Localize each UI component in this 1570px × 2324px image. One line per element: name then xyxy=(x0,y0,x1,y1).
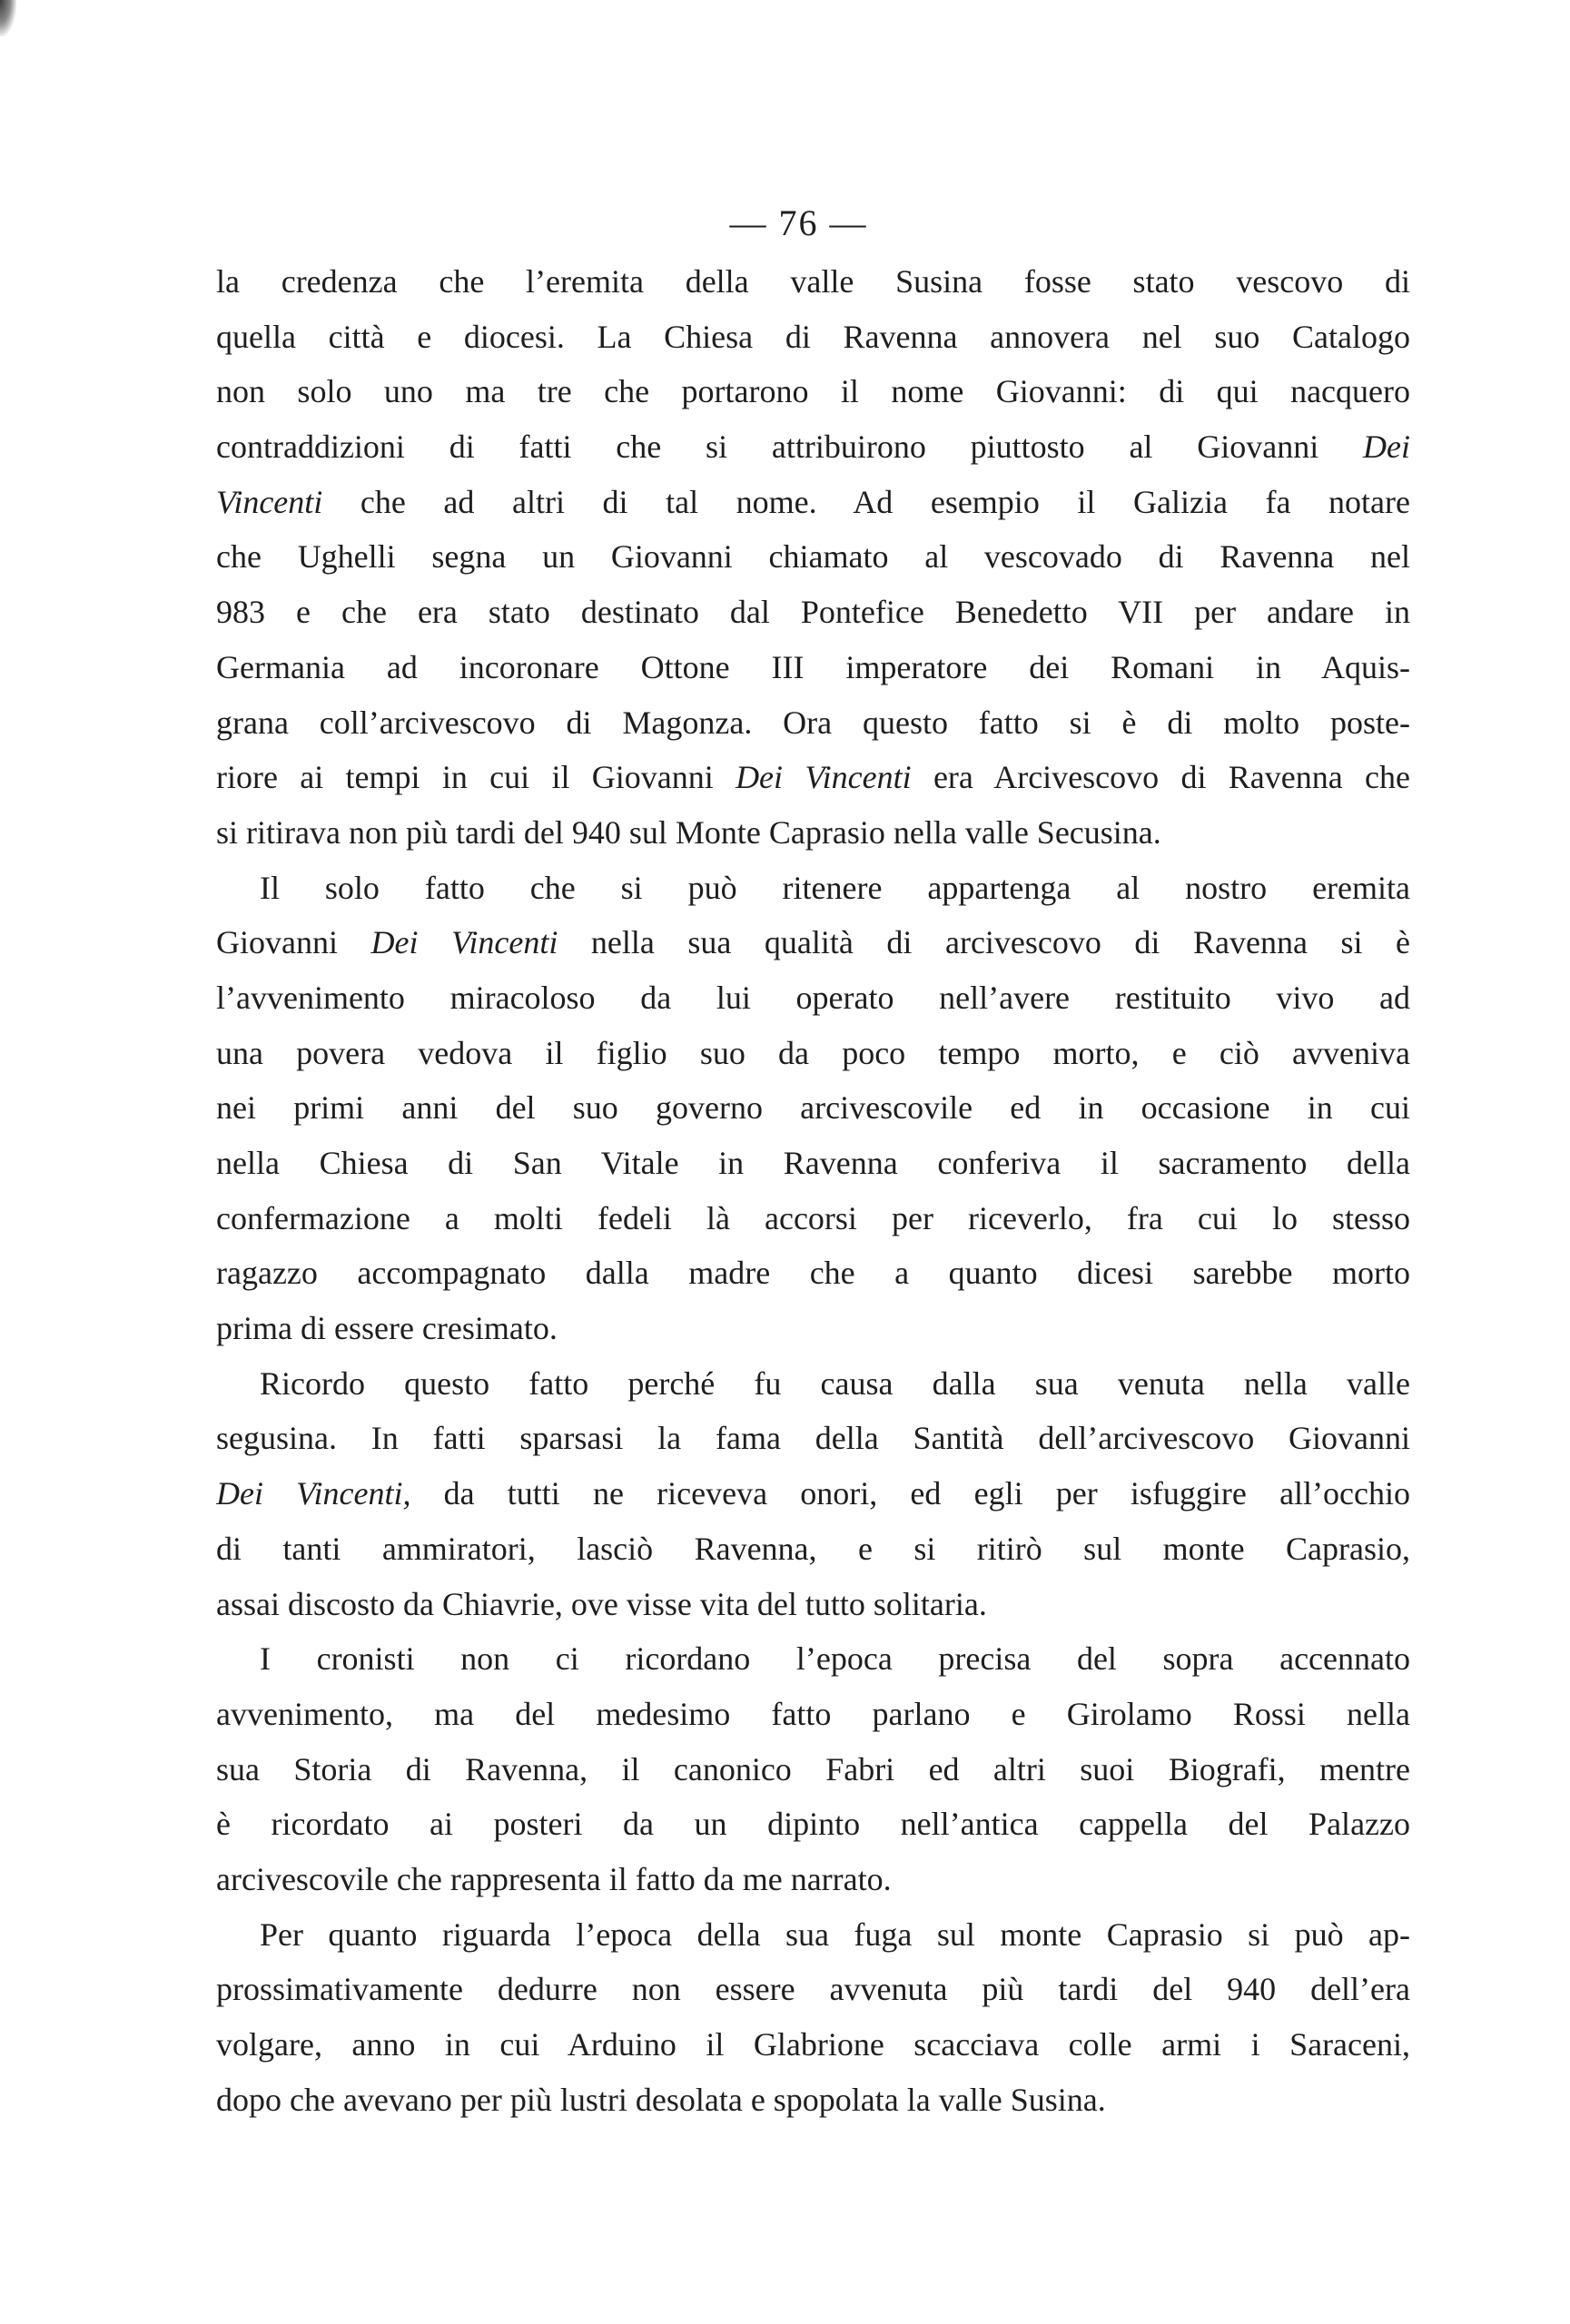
text-line: segusina. In fatti sparsasi la fama della Santità dell’arcivescovo Giovanni xyxy=(216,1420,1410,1457)
text-line: avvenimento, ma del medesimo fatto parlano e Girolamo Rossi nella xyxy=(216,1695,1410,1732)
italic-name: Dei Vincenti xyxy=(370,924,558,961)
page-number: — 76 — xyxy=(729,202,868,243)
text-line: nei primi anni del suo governo arcivescovile ed in occasione in cui xyxy=(216,1089,1410,1127)
text-line: sua Storia di Ravenna, il canonico Fabri ed altri suoi Biografi, mentre xyxy=(216,1750,1410,1787)
text-line: 983 e che era stato destinato dal Pontefice Benedetto VII per andare in xyxy=(216,594,1410,631)
text-line: Vincenti che ad altri di tal nome. Ad esempio il Galizia fa notare xyxy=(216,483,1410,520)
text-line: che Ughelli segna un Giovanni chiamato al vescovado di Ravenna nel xyxy=(216,538,1410,576)
body-text xyxy=(216,254,1410,2127)
text-line: Il solo fatto che si può ritenere appartenga al nostro eremita xyxy=(260,869,1410,906)
italic-name: Dei Vincenti, xyxy=(216,1475,411,1512)
italic-name: Dei Vincenti xyxy=(736,759,912,796)
text-line: l’avvenimento miracoloso da lui operato nell’avere restituito vivo ad xyxy=(216,979,1410,1016)
text-line: I cronisti non ci ricordano l’epoca precisa del sopra accennato xyxy=(260,1640,1410,1678)
text-line: la credenza che l’eremita della valle Susina fosse stato vescovo di xyxy=(216,263,1410,300)
text-line: si ritirava non più tardi del 940 sul Monte Caprasio nella valle Secusina. xyxy=(216,813,1161,851)
text-line: confermazione a molti fedeli là accorsi per riceverlo, fra cui lo stesso xyxy=(216,1199,1410,1236)
text-line: Germania ad incoronare Ottone III imperatore dei Romani in Aquis- xyxy=(216,648,1410,685)
text-line: contraddizioni di fatti che si attribuirono piuttosto al Giovanni Dei xyxy=(216,428,1410,466)
text-line: nella Chiesa di San Vitale in Ravenna conferiva il sacramento della xyxy=(216,1145,1410,1181)
text-line: Giovanni Dei Vincenti nella sua qualità di arcivescovo di Ravenna si è xyxy=(216,924,1410,961)
text-line: ragazzo accompagnato dalla madre che a quanto dicesi sarebbe morto xyxy=(216,1255,1410,1292)
text-line: prossimativamente dedurre non essere avvenuta più tardi del 940 dell’era xyxy=(216,1971,1410,2008)
italic-name: Dei xyxy=(1363,428,1410,466)
italic-name: Vincenti xyxy=(216,483,323,520)
text-line: una povera vedova il figlio suo da poco tempo morto, e ciò avveniva xyxy=(216,1034,1410,1071)
text-line: prima di essere cresimato. xyxy=(216,1310,558,1347)
text-line: assai discosto da Chiavrie, ove visse vita del tutto solitaria. xyxy=(216,1585,987,1622)
text-line: è ricordato ai posteri da un dipinto nell’antica cappella del Palazzo xyxy=(216,1806,1410,1843)
text-line: volgare, anno in cui Arduino il Glabrione scacciava colle armi i Saraceni, xyxy=(216,2026,1410,2063)
text-line: riore ai tempi in cui il Giovanni Dei Vincenti era Arcivescovo di Ravenna che xyxy=(216,759,1410,796)
text-line: di tanti ammiratori, lasciò Ravenna, e si ritirò sul monte Caprasio, xyxy=(216,1530,1410,1567)
text-line: Dei Vincenti, da tutti ne riceveva onori, ed egli per isfuggire all’occhio xyxy=(216,1475,1410,1512)
text-line: quella città e diocesi. La Chiesa di Ravenna annovera nel suo Catalogo xyxy=(216,318,1410,355)
text-line: arcivescovile che rappresenta il fatto da me narrato. xyxy=(216,1860,892,1897)
text-line: Ricordo questo fatto perché fu causa dalla sua venuta nella valle xyxy=(260,1364,1410,1402)
text-line: dopo che avevano per più lustri desolata e spopolata la valle Susina. xyxy=(216,2081,1106,2118)
scan-shadow xyxy=(0,0,16,36)
text-line: grana coll’arcivescovo di Magonza. Ora questo fatto si è di molto poste- xyxy=(216,704,1410,741)
text-line: Per quanto riguarda l’epoca della sua fuga sul monte Caprasio si può ap- xyxy=(260,1915,1410,1953)
text-line: non solo uno ma tre che portarono il nome Giovanni: di qui nacquero xyxy=(216,373,1410,410)
